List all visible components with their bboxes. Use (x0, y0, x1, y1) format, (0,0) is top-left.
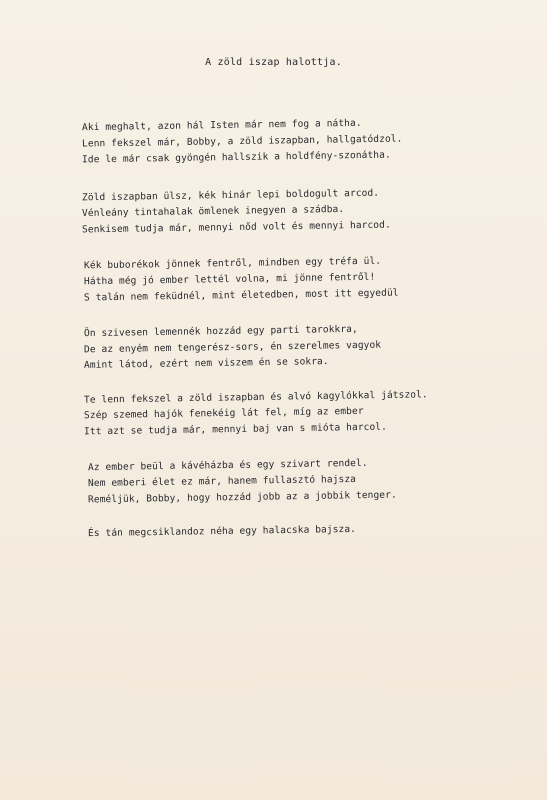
poem-line: Nem emberi élet ez már, hanem fullasztó hajsza (87, 473, 357, 490)
poem-title: A zöld iszap halottja. (205, 57, 342, 68)
poem-line: Zöld iszapban ülsz, kék hinár lepi boldogult arcod. (81, 187, 380, 204)
poem-line: De az enyém nem tengerész-sors, én szerelmes vagyok (83, 339, 382, 356)
poem-line: Senkisem tudja már, mennyi nőd volt és mennyi harcod. (81, 219, 391, 236)
poem-line: Ide le már csak gyöngén hallszik a holdfény-szonátha. (81, 149, 391, 166)
poem-line: És tán megcsiklandoz néha egy halacska bajsza. (87, 523, 357, 540)
poem-line: Kék buborékok jönnek fentről, mindben egy tréfa ül. (83, 255, 382, 272)
poem-line: Lenn fekszel már, Bobby, a zöld iszapban, hallgatódzol. (81, 133, 403, 150)
poem-line: Itt azt se tudja már, mennyi baj van s mióta harcol. (83, 421, 388, 438)
poem-line: Szép szemed hajók fenekéig lát fel, míg az ember (83, 405, 364, 422)
poem-line: Reméljük, Bobby, hogy hozzád jobb az a jobbik tenger. (87, 489, 397, 506)
poem-line: Te lenn fekszel a zöld iszapban és alvó kagylókkal játszol. (83, 389, 428, 406)
poem-line: Aki meghalt, azon hál Isten már nem fog a nátha. (81, 117, 362, 134)
poem-line: Amint látod, ezért nem viszem én se sokra. (83, 356, 329, 371)
poem-line: S talán nem feküdnél, mint életedben, most itt egyedül (83, 287, 399, 304)
poem-line: Vénleány tintahalak ömlenek inegyen a szádba. (81, 203, 345, 220)
poem-line: Hátha még jó ember lettél volna, mi jönne fentről! (83, 271, 376, 288)
poem-line: Ön szivesen lemennék hozzád egy parti tarokkra, (83, 323, 358, 340)
poem-line: Az ember beül a kávéházba és egy szivart rendel. (87, 457, 368, 474)
